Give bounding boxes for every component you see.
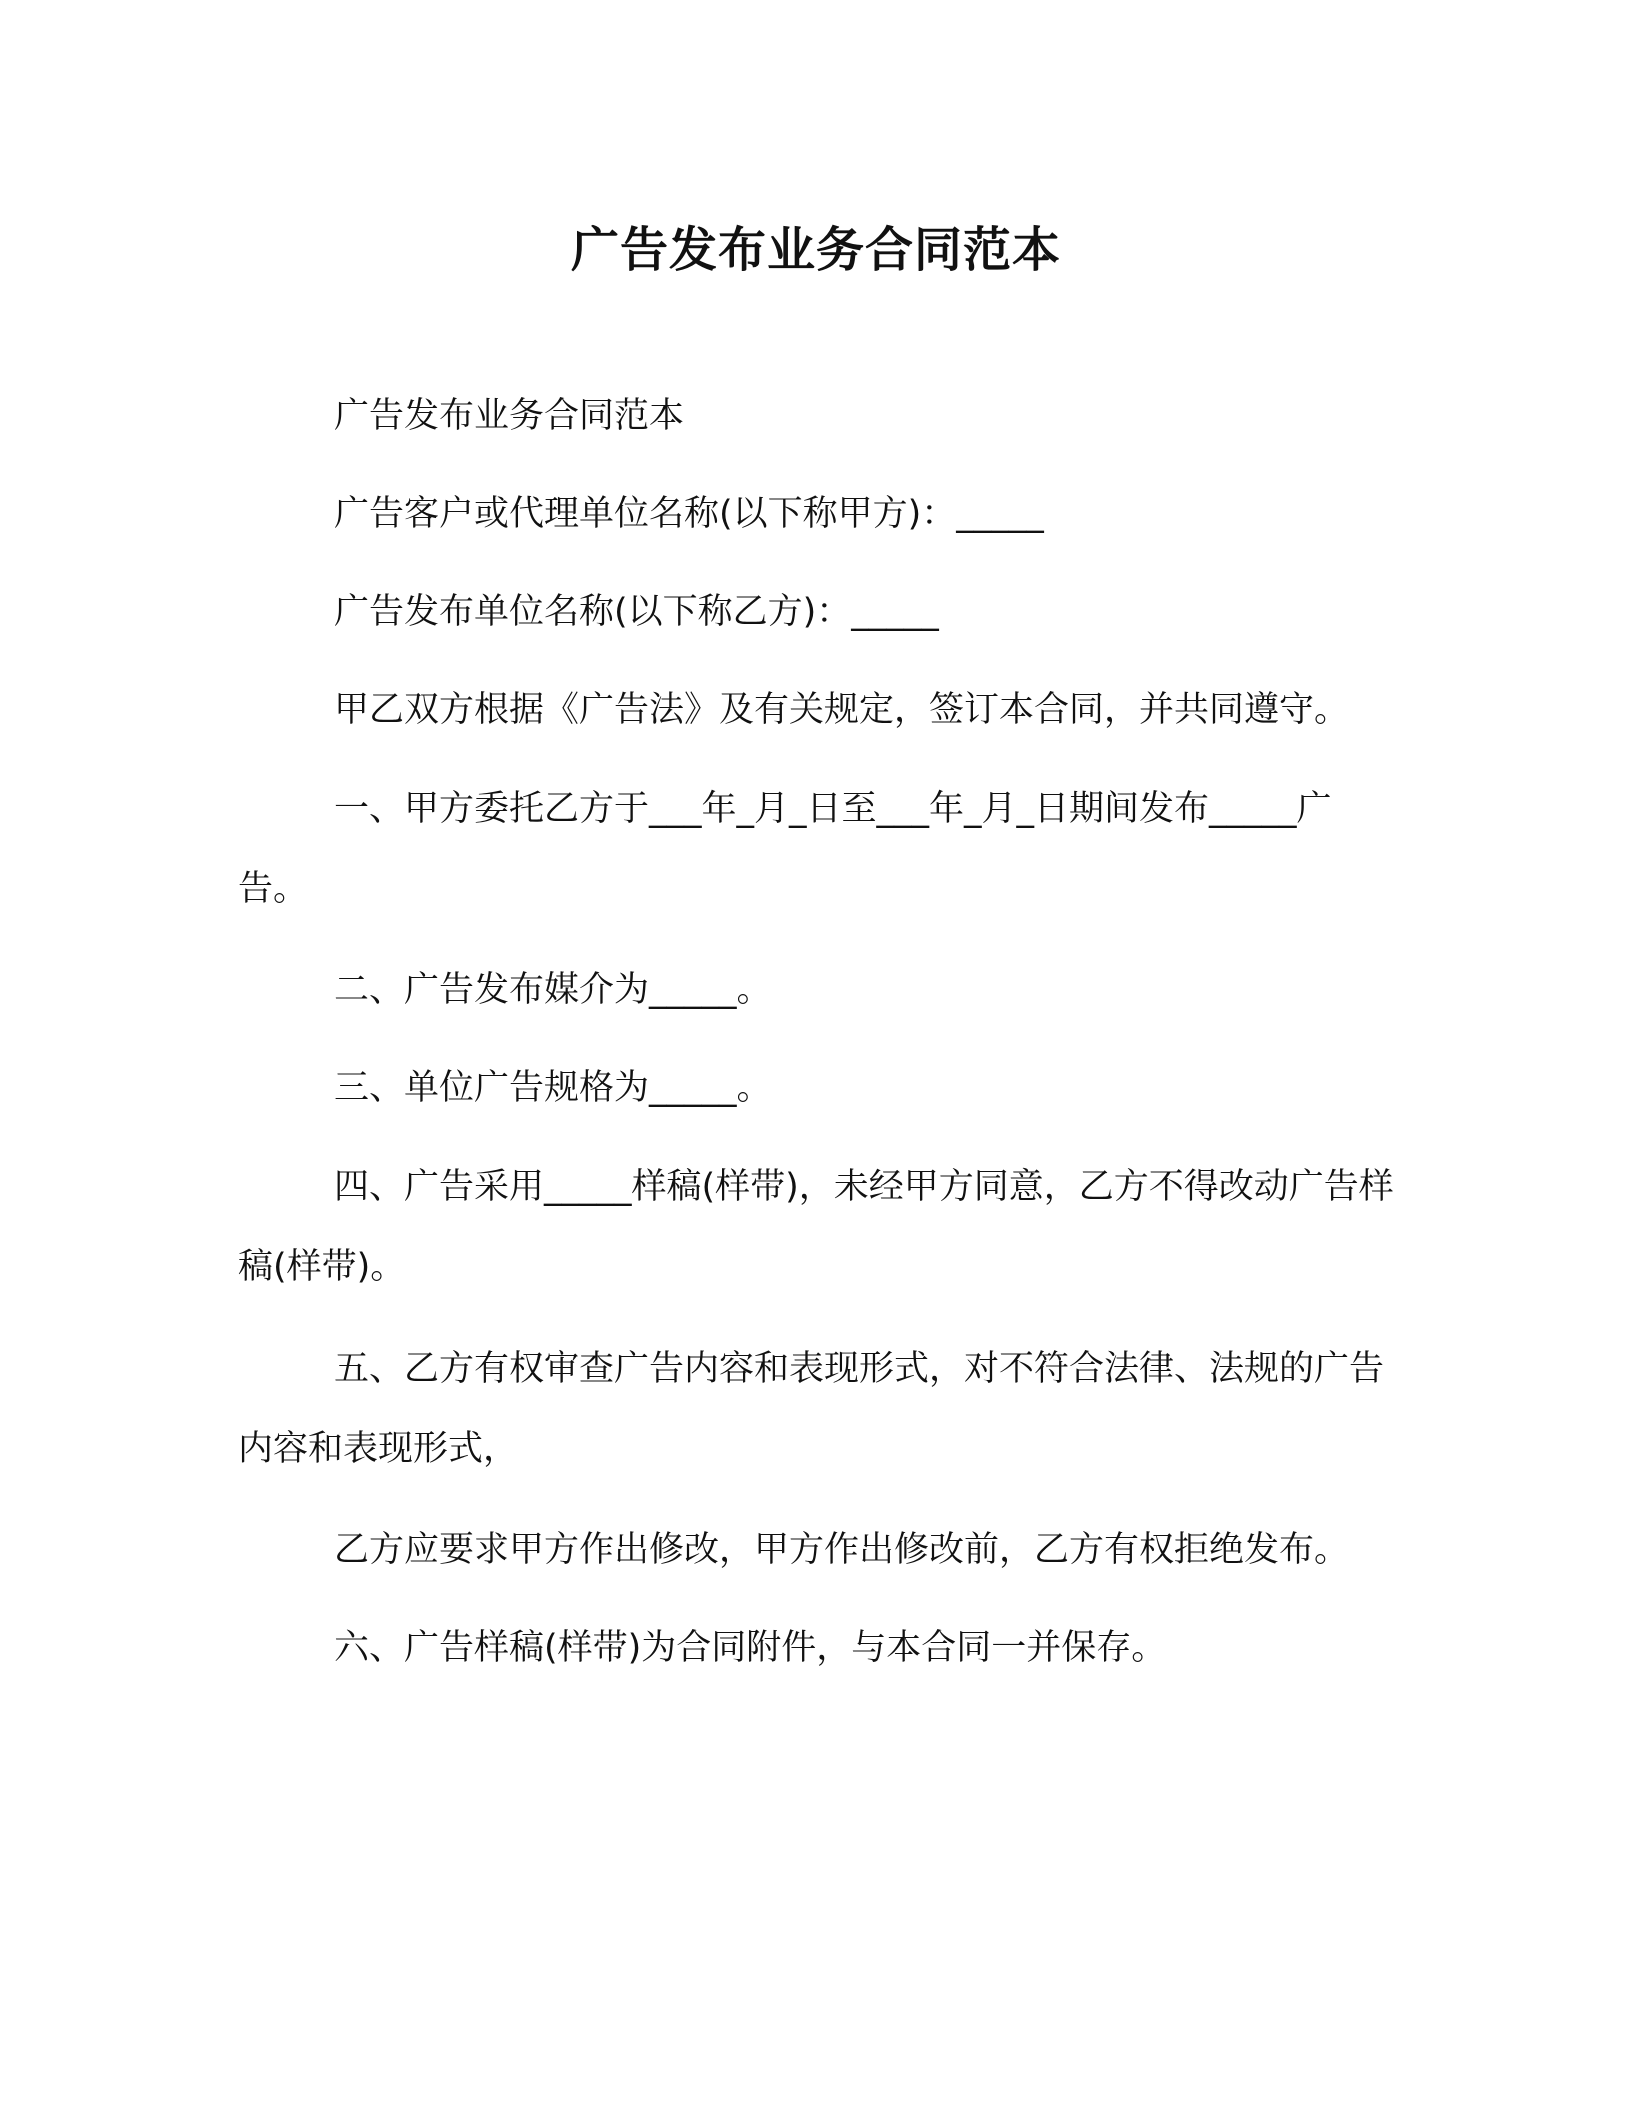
paragraph-party-b: 广告发布单位名称(以下称乙方)：_____ — [334, 592, 939, 632]
paragraph-heading: 广告发布业务合同范本 — [334, 396, 685, 436]
paragraph-clause-6: 六、广告样稿(样带)为合同附件，与本合同一并保存。 — [334, 1628, 1167, 1668]
paragraph-clause-3: 三、单位广告规格为_____。 — [334, 1068, 772, 1108]
document-title: 广告发布业务合同范本 — [570, 222, 1061, 278]
paragraph-clause-2: 二、广告发布媒介为_____。 — [334, 970, 772, 1010]
paragraph-preamble: 甲乙双方根据《广告法》及有关规定，签订本合同，并共同遵守。 — [334, 690, 1350, 730]
paragraph-clause-5-cont: 乙方应要求甲方作出修改，甲方作出修改前，乙方有权拒绝发布。 — [334, 1530, 1350, 1570]
paragraph-clause-5: 五、乙方有权审查广告内容和表现形式，对不符合法律、法规的广告内容和表现形式， — [238, 1349, 1385, 1469]
document-body — [238, 395, 1398, 1725]
paragraph-party-a: 广告客户或代理单位名称(以下称甲方)：_____ — [334, 494, 1044, 534]
paragraph-clause-1: 一、甲方委托乙方于___年_月_日至___年_月_日期间发布_____广告。 — [238, 789, 1332, 909]
paragraph-clause-4: 四、广告采用_____样稿(样带)，未经甲方同意，乙方不得改动广告样稿(样带)。 — [238, 1167, 1394, 1287]
